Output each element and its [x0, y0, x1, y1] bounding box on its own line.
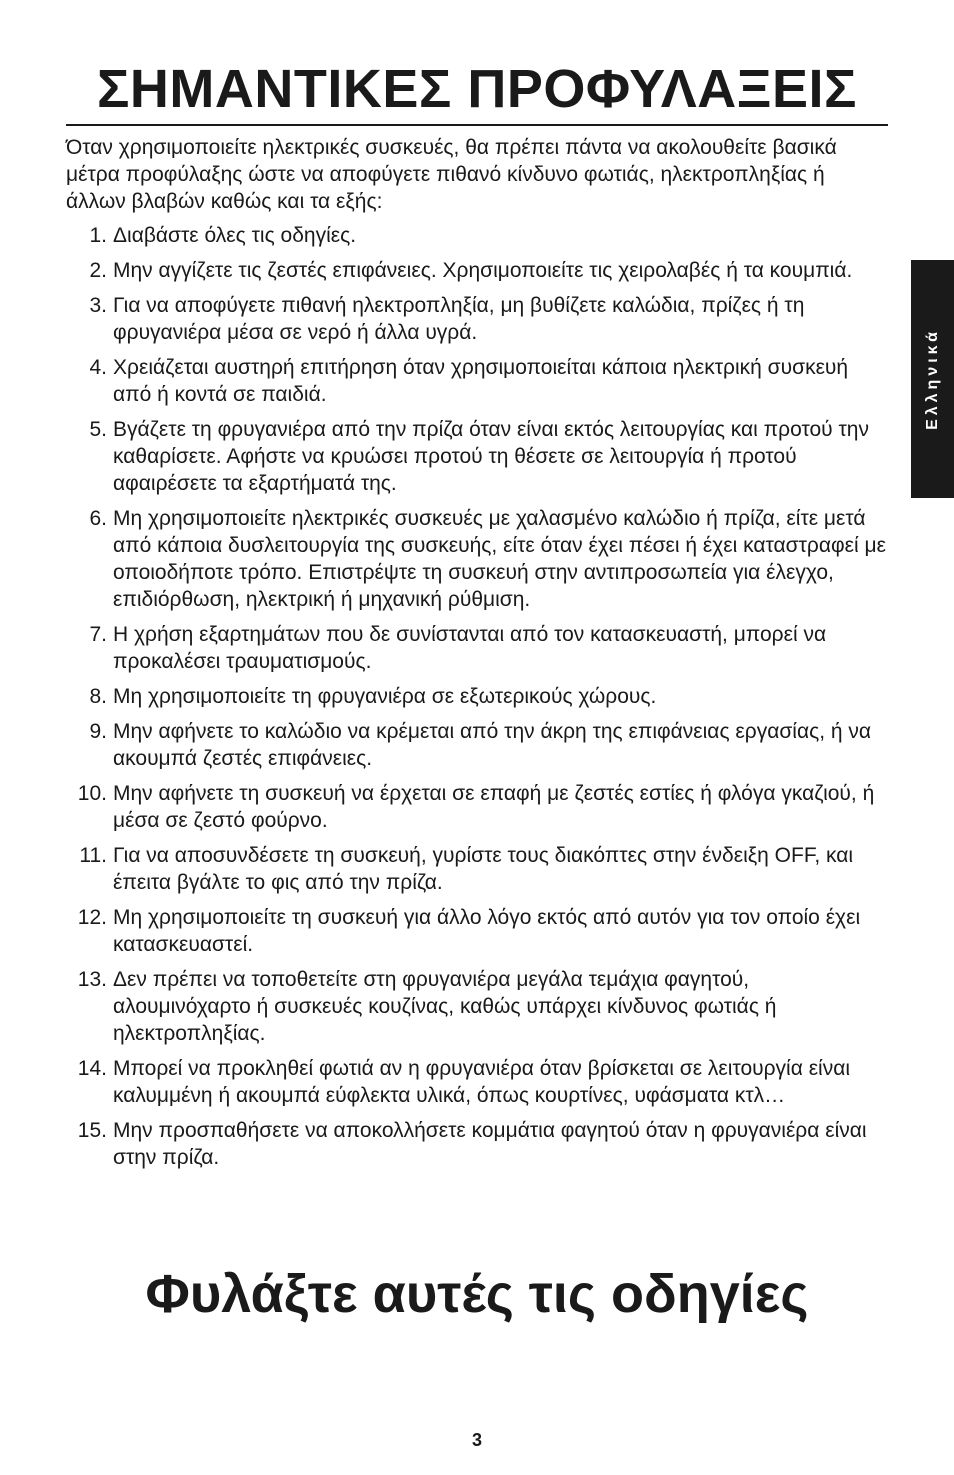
item-text: Για να αποφύγετε πιθανή ηλεκτροπληξία, μη βυθίζετε καλώδια, πρίζες ή τη φρυγανιέρα μέσα σε νερό ή άλλα υγρά.: [113, 294, 805, 344]
item-text: Για να αποσυνδέσετε τη συσκευή, γυρίστε τους διακόπτες στην ένδειξη OFF, και έπειτα βγάλτε το φις από την πρίζα.: [113, 844, 854, 894]
safeguards-list: [66, 222, 888, 1179]
list-item: [66, 780, 888, 834]
item-text: Δεν πρέπει να τοποθετείτε στη φρυγανιέρα μεγάλα τεμάχια φαγητού, αλουμινόχαρτο ή συσκευές κουζίνας, καθώς υπάρχει κίνδυνος φωτιάς ή ηλεκτροπληξίας.: [113, 968, 777, 1045]
item-number: 12.: [77, 906, 107, 929]
list-item: [66, 842, 888, 896]
language-tab: [911, 260, 954, 498]
item-text: Μπορεί να προκληθεί φωτιά αν η φρυγανιέρα όταν βρίσκεται σε λειτουργία είναι καλυμμένη ή ακουμπά εύφλεκτα υλικά, όπως κουρτίνες, υφάσματα κτλ…: [113, 1057, 851, 1107]
page-number: 3: [471, 1430, 482, 1450]
language-tab-label: Ελληνικά: [923, 328, 941, 430]
item-number: 13.: [77, 968, 107, 991]
item-text: Η χρήση εξαρτημάτων που δε συνίστανται από τον κατασκευαστή, μπορεί να προκαλέσει τραυματισμούς.: [113, 623, 827, 673]
title-divider: [66, 124, 888, 126]
item-text: Μην αγγίζετε τις ζεστές επιφάνειες. Χρησιμοποιείτε τις χειρολαβές ή τα κουμπιά.: [113, 259, 853, 282]
list-item: [66, 416, 888, 497]
item-text: Μην προσπαθήσετε να αποκολλήσετε κομμάτια φαγητού όταν η φρυγανιέρα είναι στην πρίζα.: [113, 1119, 867, 1169]
list-item: [66, 621, 888, 675]
page-title: ΣΗΜΑΝΤΙΚΕΣ ΠΡΟΦΥΛΑΞΕΙΣ: [97, 59, 857, 119]
item-number: 2.: [89, 259, 107, 282]
item-text: Βγάζετε τη φρυγανιέρα από την πρίζα όταν είναι εκτός λειτουργίας και προτού την καθαρίσετε. Αφήστε να κρυώσει προτού τη θέσετε σε λειτουργία ή προτού αφαιρέσετε τα εξαρτήματά της.: [113, 418, 869, 495]
list-item: [66, 257, 888, 284]
list-item: [66, 505, 888, 613]
list-item: [66, 966, 888, 1047]
item-number: 9.: [89, 720, 107, 743]
intro-paragraph: Όταν χρησιμοποιείτε ηλεκτρικές συσκευές, θα πρέπει πάντα να ακολουθείτε βασικά μέτρα προφύλαξης ώστε να αποφύγετε πιθανό κίνδυνο φωτιάς, ηλεκτροπληξίας ή άλλων βλαβών καθώς και τα εξής:: [66, 136, 837, 213]
item-text: Μη χρησιμοποιείτε τη φρυγανιέρα σε εξωτερικούς χώρους.: [113, 685, 657, 708]
item-text: Μη χρησιμοποιείτε ηλεκτρικές συσκευές με χαλασμένο καλώδιο ή πρίζα, είτε μετά από κάποια δυσλειτουργία της συσκευής, είτε όταν έχει πέσει ή έχει καταστραφεί με οποιοδήποτε τρόπο. Επιστρέψτε τη συσκευή στην αντιπροσωπεία για έλεγχο, επιδιόρθωση, ηλεκτρική ή μηχανική ρύθμιση.: [113, 507, 886, 611]
item-text: Μη χρησιμοποιείτε τη συσκευή για άλλο λόγο εκτός από αυτόν για τον οποίο έχει κατασκευαστεί.: [113, 906, 861, 956]
list-item: [66, 354, 888, 408]
item-number: 11.: [79, 844, 107, 867]
list-item: [66, 1117, 888, 1171]
list-item: [66, 222, 888, 249]
item-number: 6.: [89, 507, 107, 530]
item-number: 5.: [89, 418, 107, 441]
item-number: 3.: [89, 294, 107, 317]
item-number: 10.: [77, 782, 107, 805]
item-number: 7.: [89, 623, 107, 646]
item-text: Διαβάστε όλες τις οδηγίες.: [113, 224, 357, 247]
list-item: [66, 292, 888, 346]
item-number: 4.: [89, 356, 107, 379]
list-item: [66, 1055, 888, 1109]
item-text: Χρειάζεται αυστηρή επιτήρηση όταν χρησιμοποιείται κάποια ηλεκτρική συσκευή από ή κοντά σε παιδιά.: [113, 356, 849, 406]
list-item: [66, 718, 888, 772]
item-number: 14.: [77, 1057, 107, 1080]
save-instructions-heading: Φυλάξτε αυτές τις οδηγίες: [145, 1264, 809, 1324]
list-item: [66, 683, 888, 710]
item-number: 8.: [89, 685, 107, 708]
item-number: 15.: [77, 1119, 107, 1142]
item-text: Μην αφήνετε το καλώδιο να κρέμεται από την άκρη της επιφάνειας εργασίας, ή να ακουμπά ζεστές επιφάνειες.: [113, 720, 872, 770]
item-text: Μην αφήνετε τη συσκευή να έρχεται σε επαφή με ζεστές εστίες ή φλόγα γκαζιού, ή μέσα σε ζεστό φούρνο.: [113, 782, 875, 832]
list-item: [66, 904, 888, 958]
item-number: 1.: [89, 224, 107, 247]
